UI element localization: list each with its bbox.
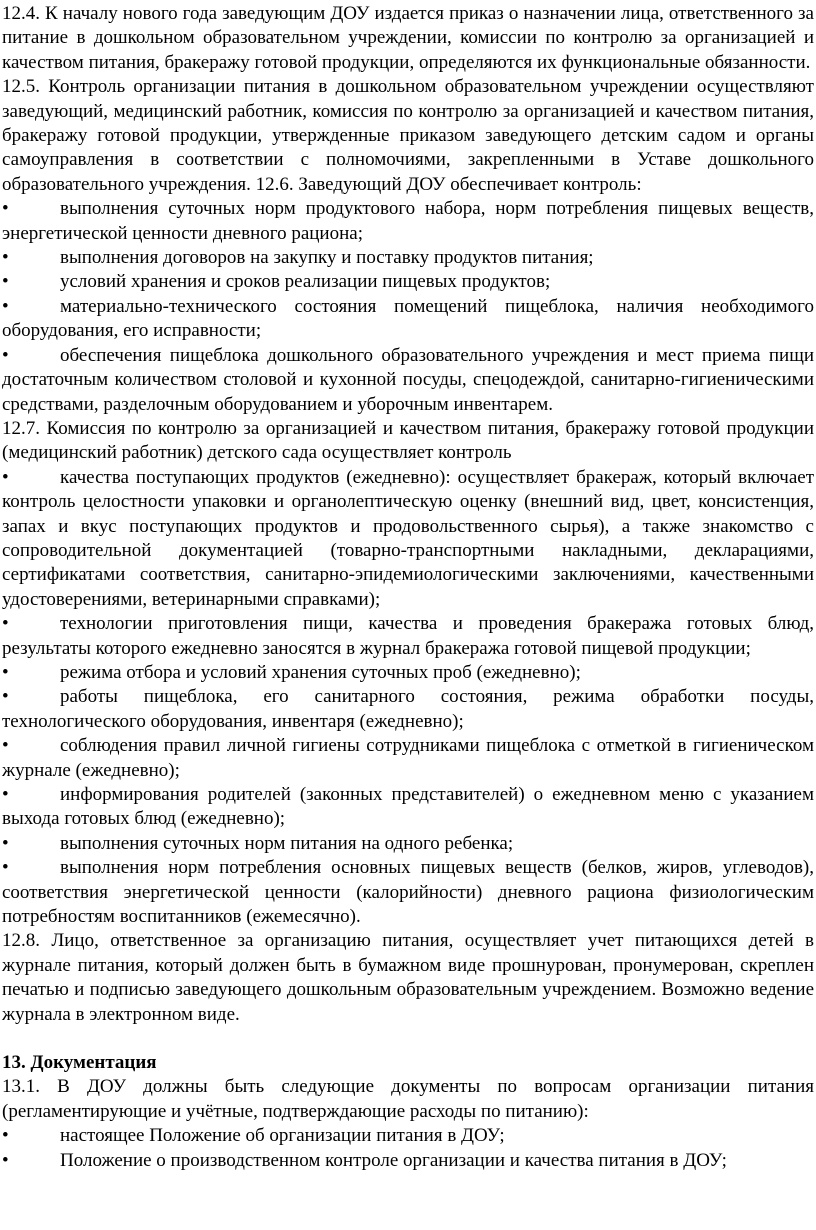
bullet-text: Положение о производственном контроле организации и качества питания в ДОУ; <box>60 1149 727 1171</box>
bullet-marker: • <box>2 832 9 854</box>
bullet-marker: • <box>2 271 9 293</box>
bullet-marker: • <box>2 198 9 220</box>
bullet-marker: • <box>2 466 9 488</box>
bullet-text: выполнения договоров на закупку и поставку продуктов питания; <box>60 247 594 269</box>
bullet-marker: • <box>2 686 9 708</box>
paragraph: 13.1. В ДОУ должны быть следующие документы по вопросам организации питания (регламентирующие и учётные, подтверждающие расходы по питанию): <box>2 1076 814 1122</box>
bullet-item <box>2 344 814 417</box>
bullet-text: выполнения суточных норм продуктового набора, норм потребления пищевых веществ, энергетической ценности дневного рациона; <box>2 198 814 244</box>
paragraph: 12.4. К началу нового года заведующим ДОУ издается приказ о назначении лица, ответственного за питание в дошкольном образовательном учреждении, комиссии по контролю за организацией и качеством питания, бракеражу готовой продукции, определяются их функциональные обязанности. <box>2 3 814 73</box>
bullet-marker: • <box>2 1149 9 1171</box>
bullet-text: материально-технического состояния помещений пищеблока, наличия необходимого оборудования, его исправности; <box>2 295 814 342</box>
bullet-item <box>2 1149 814 1173</box>
bullet-text: технологии приготовления пищи, качества и проведения бракеража готовых блюд, результаты которого ежедневно заносятся в журнал бракеража готовой пищевой продукции; <box>2 613 814 659</box>
bullet-marker: • <box>2 857 9 879</box>
bullet-text: выполнения норм потребления основных пищевых веществ (белков, жиров, углеводов), соответствия энергетической ценности (калорийности) дневного рациона физиологическим потребностям воспитанников (ежемесячно). <box>2 857 814 928</box>
bullet-marker: • <box>2 613 9 635</box>
section-gap <box>2 1027 814 1051</box>
bullet-item <box>2 783 814 832</box>
bullet-item <box>2 856 814 929</box>
bullet-text: обеспечения пищеблока дошкольного образовательного учреждения и мест приема пищи достаточным количеством столовой и кухонной посуды, спецодеждой, санитарно-гигиеническими средствами, разделочным оборудованием и уборочным инвентарем. <box>2 344 814 415</box>
bullet-text: информирования родителей (законных представителей) о ежедневном меню с указанием выхода готовых блюд (ежедневно); <box>2 784 814 830</box>
paragraph: 12.5. Контроль организации питания в дошкольном образовательном учреждении осуществляют заведующий, медицинский работник, комиссия по контролю за организацией и качеством питания, бракеражу готовой продукции, утвержденные приказом заведующего детским садом и органы самоуправления в соответствии с полномочиями, закрепленными в Уставе дошкольного образовательного учреждения. 12.6. Заведующий ДОУ обеспечивает контроль: <box>2 76 814 195</box>
bullet-item <box>2 1124 814 1148</box>
bullet-item <box>2 197 814 246</box>
bullet-marker: • <box>2 1125 9 1147</box>
bullet-item <box>2 612 814 661</box>
bullet-marker: • <box>2 247 9 269</box>
bullet-text: качества поступающих продуктов (ежедневно): осуществляет бракераж, который включает контроль целостности упаковки и органолептическую оценку (внешний вид, цвет, консистенция, запах и вкус поступающих продуктов и продовольственного сырья), а также знакомство с сопроводительной документацией (товарно-транспортными накладными, декларациями, сертификатами соответствия, санитарно-эпидемиологическими заключениями, качественными удостоверениями, ветеринарными справками); <box>2 466 814 610</box>
bullet-marker: • <box>2 344 9 366</box>
bullet-marker: • <box>2 735 9 757</box>
bullet-marker: • <box>2 661 9 683</box>
bullet-text: настоящее Положение об организации питания в ДОУ; <box>60 1125 505 1147</box>
bullet-marker: • <box>2 295 9 317</box>
bullet-item <box>2 270 814 294</box>
paragraph: 12.7. Комиссия по контролю за организацией и качеством питания, бракеражу готовой продукции (медицинский работник) детского сада осуществляет контроль <box>2 417 814 464</box>
bullet-item <box>2 295 814 344</box>
bullet-item <box>2 832 814 856</box>
bullet-item <box>2 685 814 734</box>
bullet-item <box>2 661 814 685</box>
bullet-text: соблюдения правил личной гигиены сотрудниками пищеблока с отметкой в гигиеническом журнале (ежедневно); <box>2 735 814 781</box>
bullet-item <box>2 246 814 270</box>
paragraph: 12.8. Лицо, ответственное за организацию питания, осуществляет учет питающихся детей в журнале питания, который должен быть в бумажном виде прошнурован, пронумерован, скреплен печатью и подписью заведующего дошкольным образовательным учреждением. Возможно ведение журнала в электронном виде. <box>2 930 814 1025</box>
bullet-marker: • <box>2 784 9 805</box>
bullet-text: работы пищеблока, его санитарного состояния, режима обработки посуды, технологического оборудования, инвентаря (ежедневно); <box>2 686 814 732</box>
bullet-item <box>2 466 814 612</box>
bullet-text: выполнения суточных норм питания на одного ребенка; <box>60 832 514 854</box>
bullet-item <box>2 734 814 783</box>
bullet-text: условий хранения и сроков реализации пищевых продуктов; <box>60 271 551 293</box>
bullet-text: режима отбора и условий хранения суточных проб (ежедневно); <box>60 661 581 683</box>
section-heading: 13. Документация <box>2 1052 157 1074</box>
